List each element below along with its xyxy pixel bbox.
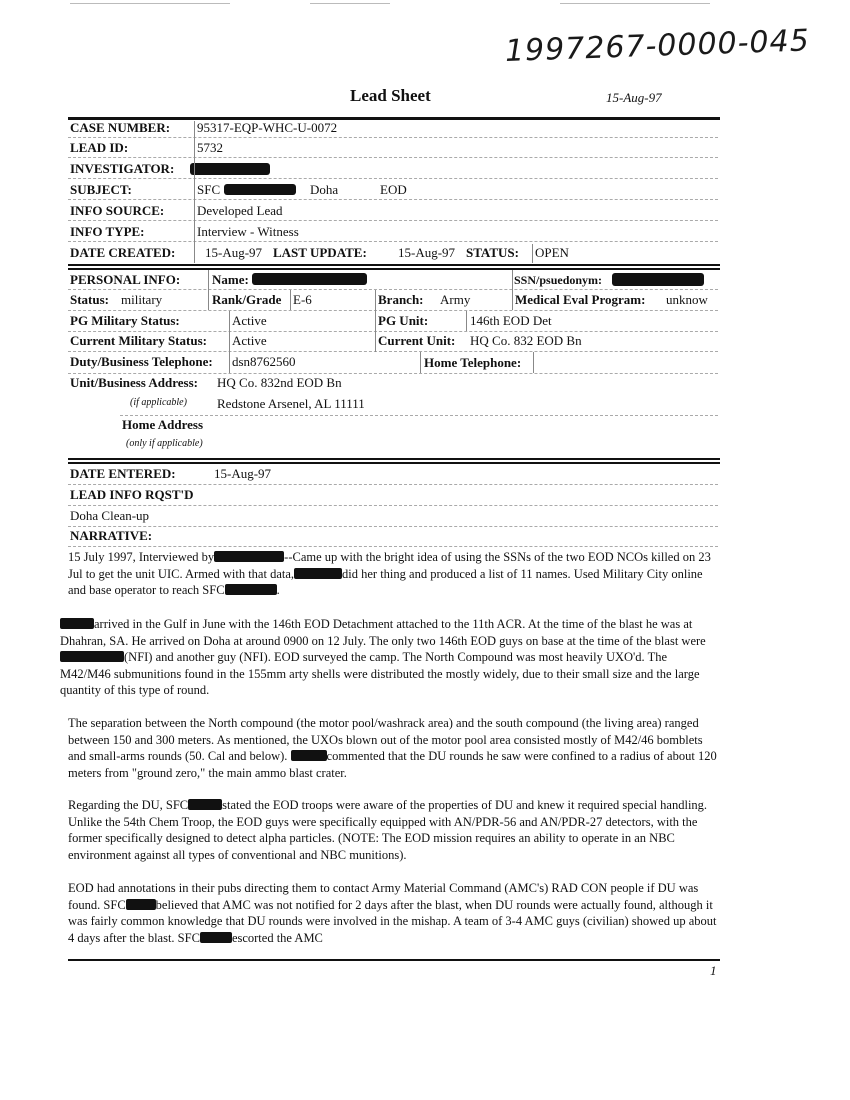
narrative-text: commented that the DU rounds he saw were confined to a radius of about 120 meters from "ground zero," the main ammo blast crater. <box>68 749 717 780</box>
pg-unit-label: PG Unit: <box>378 313 429 328</box>
subject-label: SUBJECT: <box>70 182 132 197</box>
page-number: 1 <box>710 963 717 978</box>
top-rule-left <box>70 3 230 4</box>
narrative-paragraph-4 <box>68 797 718 863</box>
info-type-label: INFO TYPE: <box>70 224 145 239</box>
row-line <box>68 220 718 221</box>
info-type-value: Interview - Witness <box>197 224 299 239</box>
narrative-text: (NFI) and another guy (NFI). EOD surveyed the camp. The North Compound was most heavily UXO'd. The M42/M46 submunitions found in the 155mm arty shells were distributed the mostly widely, due to their small size and the large quantity of this type of round. <box>60 650 700 697</box>
redaction-mark <box>214 551 284 562</box>
only-if-applicable-note: (only if applicable) <box>126 438 203 449</box>
narrative-text: believed that AMC was not notified for 2 days after the blast, when DU rounds were actually found, although it was fairly common knowledge that DU rounds were involved in the mishap. A team of 3-4 AMC guys (civilian) showed up about 4 days after the blast. SFC <box>68 897 717 945</box>
row-line <box>68 546 718 547</box>
subject-location: Doha <box>310 182 339 197</box>
section-rule <box>68 458 720 460</box>
current-unit-value: HQ Co. 832 EOD Bn <box>470 333 582 348</box>
status-label: STATUS: <box>466 245 519 260</box>
row-line <box>68 178 718 179</box>
narrative-text: arrived in the Gulf in June with the 146th EOD Detachment attached to the 11th ACR. At the time of the blast he was at Dhahran, SA. He arrived on Doha at around 0900 on 12 July. The only two 146th EOD guys on base at the time of the blast were <box>60 617 706 648</box>
grid-divider <box>533 352 534 373</box>
lead-id-label: LEAD ID: <box>70 140 129 155</box>
subject-prefix: SFC <box>197 182 221 197</box>
redaction-mark <box>126 899 156 910</box>
ssn-label: SSN/psuedonym: <box>514 273 603 287</box>
duty-phone-value: dsn8762560 <box>232 354 296 369</box>
info-source-label: INFO SOURCE: <box>70 203 165 218</box>
narrative-text: --Came up with the bright idea of using the SSNs of the two EOD NCOs killed on 23 Jul to get the unit UIC. Armed with that data, <box>68 550 711 581</box>
personal-info-label: PERSONAL INFO: <box>70 272 181 287</box>
footer-rule <box>68 959 720 961</box>
row-line <box>68 484 718 485</box>
row-line <box>68 289 718 290</box>
top-rule-mid <box>310 3 390 4</box>
grid-divider <box>229 311 230 373</box>
grid-divider <box>290 290 291 310</box>
grid-divider <box>420 352 421 373</box>
row-line <box>68 310 718 311</box>
branch-value: Army <box>440 292 471 307</box>
grid-divider <box>208 270 209 310</box>
lead-rqst-value: Doha Clean-up <box>70 508 150 523</box>
pg-status-label: PG Military Status: <box>70 313 180 328</box>
current-status-label: Current Military Status: <box>70 333 207 348</box>
redaction-mark <box>225 584 277 595</box>
row-line <box>68 373 718 374</box>
rank-label: Rank/Grade <box>212 292 282 307</box>
pg-unit-value: 146th EOD Det <box>470 313 552 328</box>
header-date: 15-Aug-97 <box>606 90 662 105</box>
date-created-label: DATE CREATED: <box>70 245 176 260</box>
date-entered-label: DATE ENTERED: <box>70 466 176 481</box>
medical-eval-value: unknow <box>666 292 708 307</box>
row-line <box>68 526 718 527</box>
redaction-mark <box>60 651 124 662</box>
narrative-text: The separation between the North compound (the motor pool/washrack area) and the south compound (the living area) ranged between 150 and 300 meters. As mentioned, the UXOs blown out of the motor pool area consisted mostly of M42/46 bomblets and small-arms rounds (50. Cal and below). <box>68 716 703 763</box>
narrative-paragraph-5 <box>68 880 718 946</box>
status-mil-label: Status: <box>70 292 110 307</box>
lead-id-value: 5732 <box>197 140 223 155</box>
status-divider <box>532 244 533 263</box>
current-unit-label: Current Unit: <box>378 333 456 348</box>
case-number-label: CASE NUMBER: <box>70 120 171 135</box>
redaction-mark <box>200 932 232 943</box>
grid-divider <box>512 270 513 310</box>
unit-address-label: Unit/Business Address: <box>70 375 198 390</box>
handwritten-doc-id: 1997267-0000-045 <box>504 23 811 69</box>
status-value: OPEN <box>535 245 569 260</box>
row-line <box>68 351 718 352</box>
narrative-text: EOD had annotations in their pubs directing them to contact Army Material Command (AMC's) RAD CON people if DU was found. SFC <box>68 881 699 912</box>
redaction-name <box>252 273 367 285</box>
narrative-text: stated the EOD troops were aware of the properties of DU and knew it required special handling. Unlike the 54th Chem Troop, the EOD guys were specifically equipped with AN/PDR-56 and AN/PDR-27 detectors, with the former specifically designed to detect alpha particles. (NOTE: The EOD mission requires an ability to operate in an NBC environment against all types of conventional and NBC munitions). <box>68 798 708 862</box>
info-source-value: Developed Lead <box>197 203 283 218</box>
redaction-mark <box>188 799 222 810</box>
section-rule <box>68 462 720 464</box>
rank-value: E-6 <box>293 292 312 307</box>
narrative-paragraph-2 <box>60 616 718 699</box>
pg-status-value: Active <box>232 313 267 328</box>
narrative-paragraph-1 <box>68 549 718 599</box>
lead-rqst-label: LEAD INFO RQST'D <box>70 487 194 502</box>
row-line <box>68 199 718 200</box>
narrative-text: did her thing and produced a list of 11 names. Used Military City online and base operator to reach SFC <box>68 566 703 597</box>
last-update-label: LAST UPDATE: <box>273 245 367 260</box>
case-number-value: 95317-EQP-WHC-U-0072 <box>197 120 338 135</box>
unit-address-line1: HQ Co. 832nd EOD Bn <box>217 375 342 390</box>
branch-label: Branch: <box>378 292 424 307</box>
narrative-paragraph-3 <box>68 715 718 781</box>
redaction-ssn <box>612 273 704 286</box>
last-update-value: 15-Aug-97 <box>398 245 456 260</box>
date-created-value: 15-Aug-97 <box>205 245 263 260</box>
medical-eval-label: Medical Eval Program: <box>515 292 646 307</box>
redaction-subject <box>224 184 296 195</box>
row-line <box>68 505 718 506</box>
duty-phone-label: Duty/Business Telephone: <box>70 354 213 369</box>
home-phone-label: Home Telephone: <box>424 355 522 370</box>
narrative-label: NARRATIVE: <box>70 528 153 543</box>
narrative-text: escorted the AMC <box>231 930 323 945</box>
name-label: Name: <box>212 272 249 287</box>
case-col-divider <box>194 121 195 263</box>
section-rule <box>68 264 720 266</box>
date-entered-value: 15-Aug-97 <box>214 466 272 481</box>
redaction-mark <box>60 618 94 629</box>
row-line <box>120 415 718 416</box>
section-rule <box>68 268 720 270</box>
row-line <box>68 137 718 138</box>
status-mil-value: military <box>121 292 163 307</box>
page-title: Lead Sheet <box>350 86 431 105</box>
narrative-text: Regarding the DU, SFC <box>68 798 189 812</box>
subject-unit: EOD <box>380 182 407 197</box>
redaction-mark <box>294 568 342 579</box>
grid-divider <box>375 290 376 352</box>
home-address-label: Home Address <box>122 417 204 432</box>
redaction-mark <box>291 750 327 761</box>
grid-divider <box>466 311 467 331</box>
narrative-text: . <box>276 583 280 597</box>
row-line <box>68 331 718 332</box>
narrative-text: 15 July 1997, Interviewed by <box>68 550 215 564</box>
row-line <box>68 241 718 242</box>
redaction-investigator <box>190 163 270 175</box>
top-rule-right <box>560 3 710 4</box>
investigator-label: INVESTIGATOR: <box>70 161 175 176</box>
row-line <box>68 157 718 158</box>
if-applicable-note: (if applicable) <box>130 397 187 408</box>
unit-address-line2: Redstone Arsenel, AL 11111 <box>217 396 365 411</box>
current-status-value: Active <box>232 333 267 348</box>
